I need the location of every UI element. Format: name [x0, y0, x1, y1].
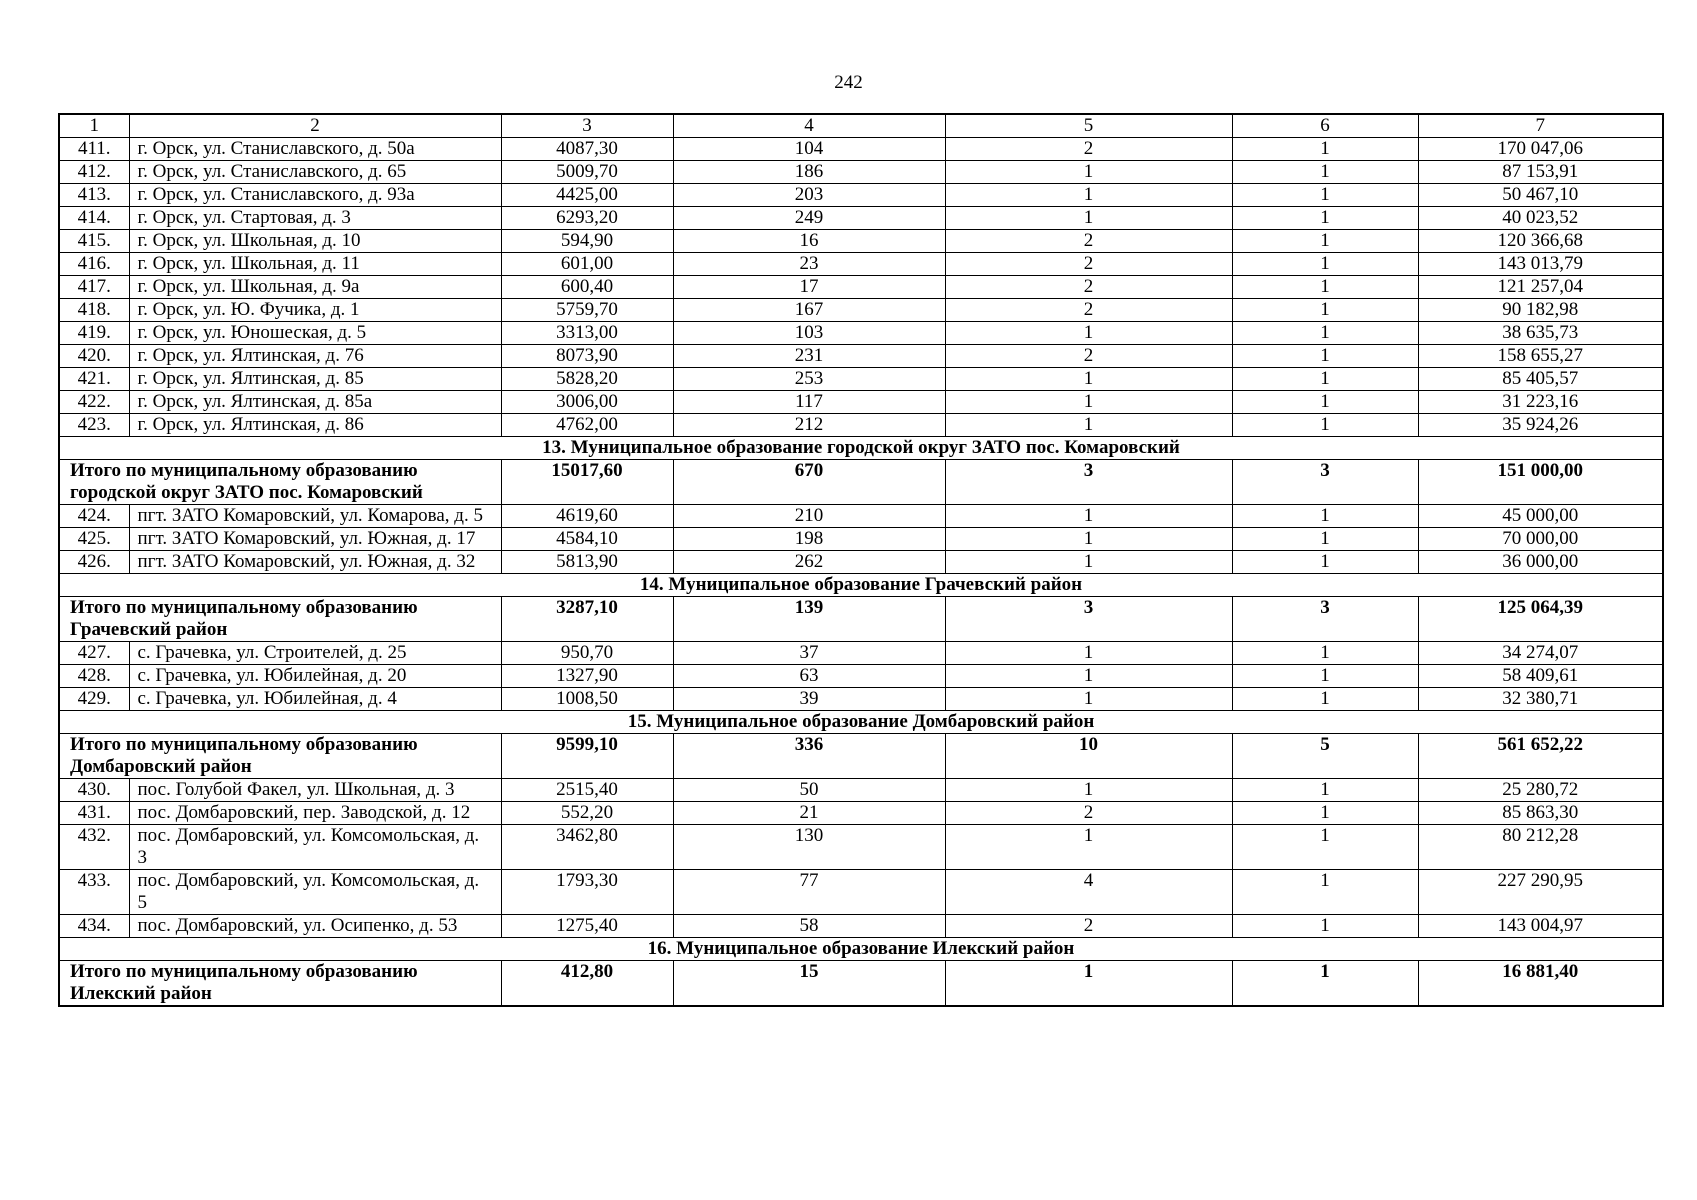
total-area: 412,80 [501, 961, 673, 1007]
row-col-5: 1 [945, 391, 1232, 414]
row-area: 5828,20 [501, 368, 673, 391]
row-area: 4087,30 [501, 138, 673, 161]
row-address: г. Орск, ул. Ялтинская, д. 86 [129, 414, 501, 437]
section-heading-row [59, 574, 1663, 597]
column-header: 3 [501, 114, 673, 138]
subtotal-label: Итого по муниципальному образованию городской округ ЗАТО пос. Комаровский [59, 460, 501, 505]
subtotal-label: Итого по муниципальному образованию Грачевский район [59, 597, 501, 642]
row-area: 1008,50 [501, 688, 673, 711]
row-address: г. Орск, ул. Станиславского, д. 65 [129, 161, 501, 184]
total-col-6: 1 [1232, 961, 1418, 1007]
table-row [59, 138, 1663, 161]
row-area: 1793,30 [501, 870, 673, 915]
row-address: с. Грачевка, ул. Строителей, д. 25 [129, 642, 501, 665]
row-col-6: 1 [1232, 138, 1418, 161]
row-number: 419. [59, 322, 129, 345]
row-address: с. Грачевка, ул. Юбилейная, д. 20 [129, 665, 501, 688]
row-col-6: 1 [1232, 915, 1418, 938]
row-amount: 36 000,00 [1418, 551, 1663, 574]
total-col-5: 3 [945, 597, 1232, 642]
column-header: 6 [1232, 114, 1418, 138]
subtotal-label: Итого по муниципальному образованию Домбаровский район [59, 734, 501, 779]
row-address: г. Орск, ул. Юношеская, д. 5 [129, 322, 501, 345]
row-col-6: 1 [1232, 322, 1418, 345]
row-amount: 38 635,73 [1418, 322, 1663, 345]
row-col-4: 63 [673, 665, 945, 688]
row-address: пос. Домбаровский, ул. Комсомольская, д. 3 [129, 825, 501, 870]
row-area: 3313,00 [501, 322, 673, 345]
row-address: пос. Домбаровский, пер. Заводской, д. 12 [129, 802, 501, 825]
table-row [59, 642, 1663, 665]
subtotal-row [59, 961, 1663, 1007]
row-amount: 143 013,79 [1418, 253, 1663, 276]
row-col-5: 2 [945, 230, 1232, 253]
total-area: 3287,10 [501, 597, 673, 642]
total-amount: 125 064,39 [1418, 597, 1663, 642]
row-number: 416. [59, 253, 129, 276]
row-number: 430. [59, 779, 129, 802]
table-row [59, 528, 1663, 551]
column-header: 7 [1418, 114, 1663, 138]
table-row [59, 870, 1663, 915]
table-row [59, 915, 1663, 938]
subtotal-label: Итого по муниципальному образованию Илекский район [59, 961, 501, 1007]
table-row [59, 184, 1663, 207]
row-col-4: 210 [673, 505, 945, 528]
subtotal-row [59, 597, 1663, 642]
table-body [59, 114, 1663, 1006]
row-col-5: 2 [945, 915, 1232, 938]
row-col-4: 37 [673, 642, 945, 665]
row-col-6: 1 [1232, 253, 1418, 276]
row-col-4: 186 [673, 161, 945, 184]
row-area: 8073,90 [501, 345, 673, 368]
section-heading-row [59, 938, 1663, 961]
section-title: 15. Муниципальное образование Домбаровский район [59, 711, 1663, 734]
total-col-6: 3 [1232, 460, 1418, 505]
row-amount: 80 212,28 [1418, 825, 1663, 870]
row-address: г. Орск, ул. Ялтинская, д. 76 [129, 345, 501, 368]
row-number: 422. [59, 391, 129, 414]
row-col-6: 1 [1232, 528, 1418, 551]
row-col-5: 1 [945, 322, 1232, 345]
total-col-4: 15 [673, 961, 945, 1007]
row-col-4: 253 [673, 368, 945, 391]
row-col-4: 50 [673, 779, 945, 802]
row-area: 1275,40 [501, 915, 673, 938]
row-col-5: 1 [945, 414, 1232, 437]
total-col-5: 10 [945, 734, 1232, 779]
row-address: г. Орск, ул. Школьная, д. 11 [129, 253, 501, 276]
row-amount: 25 280,72 [1418, 779, 1663, 802]
row-amount: 90 182,98 [1418, 299, 1663, 322]
column-header: 2 [129, 114, 501, 138]
total-area: 9599,10 [501, 734, 673, 779]
row-number: 426. [59, 551, 129, 574]
section-heading-row [59, 437, 1663, 460]
table-row [59, 505, 1663, 528]
row-col-6: 1 [1232, 688, 1418, 711]
row-number: 428. [59, 665, 129, 688]
row-col-4: 16 [673, 230, 945, 253]
row-col-5: 1 [945, 642, 1232, 665]
row-col-4: 21 [673, 802, 945, 825]
total-col-4: 670 [673, 460, 945, 505]
row-area: 552,20 [501, 802, 673, 825]
row-number: 424. [59, 505, 129, 528]
row-col-6: 1 [1232, 802, 1418, 825]
table-row [59, 391, 1663, 414]
row-col-5: 1 [945, 779, 1232, 802]
total-col-4: 139 [673, 597, 945, 642]
row-amount: 32 380,71 [1418, 688, 1663, 711]
row-amount: 58 409,61 [1418, 665, 1663, 688]
row-col-4: 104 [673, 138, 945, 161]
row-col-5: 1 [945, 551, 1232, 574]
row-address: пгт. ЗАТО Комаровский, ул. Южная, д. 17 [129, 528, 501, 551]
row-amount: 45 000,00 [1418, 505, 1663, 528]
row-number: 425. [59, 528, 129, 551]
row-number: 431. [59, 802, 129, 825]
column-header: 1 [59, 114, 129, 138]
row-col-4: 249 [673, 207, 945, 230]
total-amount: 561 652,22 [1418, 734, 1663, 779]
total-amount: 16 881,40 [1418, 961, 1663, 1007]
row-address: г. Орск, ул. Ялтинская, д. 85 [129, 368, 501, 391]
table-row [59, 688, 1663, 711]
total-col-4: 336 [673, 734, 945, 779]
row-number: 414. [59, 207, 129, 230]
row-area: 1327,90 [501, 665, 673, 688]
section-title: 16. Муниципальное образование Илекский район [59, 938, 1663, 961]
row-number: 433. [59, 870, 129, 915]
row-number: 415. [59, 230, 129, 253]
row-col-4: 262 [673, 551, 945, 574]
row-col-4: 231 [673, 345, 945, 368]
total-area: 15017,60 [501, 460, 673, 505]
row-amount: 85 405,57 [1418, 368, 1663, 391]
row-amount: 85 863,30 [1418, 802, 1663, 825]
row-area: 600,40 [501, 276, 673, 299]
row-number: 412. [59, 161, 129, 184]
row-col-6: 1 [1232, 551, 1418, 574]
row-area: 2515,40 [501, 779, 673, 802]
row-col-4: 39 [673, 688, 945, 711]
row-address: г. Орск, ул. Станиславского, д. 93а [129, 184, 501, 207]
row-area: 950,70 [501, 642, 673, 665]
row-col-5: 1 [945, 161, 1232, 184]
row-number: 418. [59, 299, 129, 322]
row-amount: 40 023,52 [1418, 207, 1663, 230]
row-address: с. Грачевка, ул. Юбилейная, д. 4 [129, 688, 501, 711]
section-title: 13. Муниципальное образование городской округ ЗАТО пос. Комаровский [59, 437, 1663, 460]
row-col-5: 2 [945, 299, 1232, 322]
table-row [59, 665, 1663, 688]
table-row [59, 161, 1663, 184]
row-address: пгт. ЗАТО Комаровский, ул. Комарова, д. 5 [129, 505, 501, 528]
table-row [59, 551, 1663, 574]
row-amount: 70 000,00 [1418, 528, 1663, 551]
row-amount: 143 004,97 [1418, 915, 1663, 938]
row-area: 5009,70 [501, 161, 673, 184]
row-col-6: 1 [1232, 207, 1418, 230]
total-col-5: 3 [945, 460, 1232, 505]
row-col-6: 1 [1232, 161, 1418, 184]
row-number: 421. [59, 368, 129, 391]
row-amount: 50 467,10 [1418, 184, 1663, 207]
row-col-6: 1 [1232, 505, 1418, 528]
row-address: пгт. ЗАТО Комаровский, ул. Южная, д. 32 [129, 551, 501, 574]
total-col-6: 3 [1232, 597, 1418, 642]
row-col-4: 212 [673, 414, 945, 437]
row-col-6: 1 [1232, 345, 1418, 368]
table-row [59, 299, 1663, 322]
row-col-6: 1 [1232, 230, 1418, 253]
row-col-4: 203 [673, 184, 945, 207]
table-row [59, 825, 1663, 870]
row-area: 5759,70 [501, 299, 673, 322]
row-address: г. Орск, ул. Станиславского, д. 50а [129, 138, 501, 161]
row-col-6: 1 [1232, 665, 1418, 688]
column-header: 5 [945, 114, 1232, 138]
table-row [59, 230, 1663, 253]
row-area: 3462,80 [501, 825, 673, 870]
row-number: 429. [59, 688, 129, 711]
row-amount: 120 366,68 [1418, 230, 1663, 253]
subtotal-row [59, 734, 1663, 779]
row-col-6: 1 [1232, 414, 1418, 437]
row-address: пос. Домбаровский, ул. Комсомольская, д. 5 [129, 870, 501, 915]
row-col-5: 2 [945, 138, 1232, 161]
row-col-4: 198 [673, 528, 945, 551]
row-address: г. Орск, ул. Ялтинская, д. 85а [129, 391, 501, 414]
row-col-6: 1 [1232, 870, 1418, 915]
row-area: 4619,60 [501, 505, 673, 528]
row-col-6: 1 [1232, 825, 1418, 870]
row-address: г. Орск, ул. Стартовая, д. 3 [129, 207, 501, 230]
row-area: 4584,10 [501, 528, 673, 551]
row-col-4: 167 [673, 299, 945, 322]
table-row [59, 368, 1663, 391]
row-number: 432. [59, 825, 129, 870]
row-number: 423. [59, 414, 129, 437]
row-col-5: 1 [945, 688, 1232, 711]
row-address: г. Орск, ул. Ю. Фучика, д. 1 [129, 299, 501, 322]
row-col-6: 1 [1232, 368, 1418, 391]
row-col-5: 1 [945, 505, 1232, 528]
row-col-4: 117 [673, 391, 945, 414]
row-col-4: 58 [673, 915, 945, 938]
row-number: 413. [59, 184, 129, 207]
row-area: 3006,00 [501, 391, 673, 414]
row-amount: 87 153,91 [1418, 161, 1663, 184]
row-amount: 158 655,27 [1418, 345, 1663, 368]
row-area: 594,90 [501, 230, 673, 253]
section-title: 14. Муниципальное образование Грачевский район [59, 574, 1663, 597]
table-row [59, 322, 1663, 345]
total-col-6: 5 [1232, 734, 1418, 779]
row-col-4: 77 [673, 870, 945, 915]
row-col-6: 1 [1232, 642, 1418, 665]
row-number: 427. [59, 642, 129, 665]
table-row [59, 253, 1663, 276]
row-address: пос. Домбаровский, ул. Осипенко, д. 53 [129, 915, 501, 938]
row-col-5: 2 [945, 253, 1232, 276]
row-col-5: 1 [945, 207, 1232, 230]
row-col-5: 2 [945, 802, 1232, 825]
row-col-5: 1 [945, 825, 1232, 870]
table-row [59, 276, 1663, 299]
table-row [59, 414, 1663, 437]
total-amount: 151 000,00 [1418, 460, 1663, 505]
row-col-5: 1 [945, 665, 1232, 688]
row-col-5: 4 [945, 870, 1232, 915]
row-amount: 227 290,95 [1418, 870, 1663, 915]
row-amount: 31 223,16 [1418, 391, 1663, 414]
row-area: 6293,20 [501, 207, 673, 230]
data-table [58, 113, 1664, 1007]
row-col-6: 1 [1232, 299, 1418, 322]
row-number: 411. [59, 138, 129, 161]
table-row [59, 802, 1663, 825]
row-col-6: 1 [1232, 391, 1418, 414]
row-area: 5813,90 [501, 551, 673, 574]
row-number: 420. [59, 345, 129, 368]
table-row [59, 779, 1663, 802]
row-area: 4425,00 [501, 184, 673, 207]
row-amount: 170 047,06 [1418, 138, 1663, 161]
total-col-5: 1 [945, 961, 1232, 1007]
row-area: 4762,00 [501, 414, 673, 437]
row-col-5: 1 [945, 368, 1232, 391]
row-col-4: 23 [673, 253, 945, 276]
table-row [59, 207, 1663, 230]
row-col-5: 2 [945, 345, 1232, 368]
row-col-5: 1 [945, 184, 1232, 207]
row-col-4: 17 [673, 276, 945, 299]
table-row [59, 345, 1663, 368]
row-col-6: 1 [1232, 276, 1418, 299]
row-col-4: 130 [673, 825, 945, 870]
row-area: 601,00 [501, 253, 673, 276]
row-address: пос. Голубой Факел, ул. Школьная, д. 3 [129, 779, 501, 802]
row-col-6: 1 [1232, 184, 1418, 207]
row-address: г. Орск, ул. Школьная, д. 9а [129, 276, 501, 299]
row-number: 434. [59, 915, 129, 938]
page-number: 242 [834, 72, 863, 93]
row-amount: 34 274,07 [1418, 642, 1663, 665]
section-heading-row [59, 711, 1663, 734]
row-col-6: 1 [1232, 779, 1418, 802]
row-col-5: 1 [945, 528, 1232, 551]
row-address: г. Орск, ул. Школьная, д. 10 [129, 230, 501, 253]
subtotal-row [59, 460, 1663, 505]
column-number-row [59, 114, 1663, 138]
column-header: 4 [673, 114, 945, 138]
row-amount: 121 257,04 [1418, 276, 1663, 299]
row-col-5: 2 [945, 276, 1232, 299]
row-amount: 35 924,26 [1418, 414, 1663, 437]
row-col-4: 103 [673, 322, 945, 345]
row-number: 417. [59, 276, 129, 299]
